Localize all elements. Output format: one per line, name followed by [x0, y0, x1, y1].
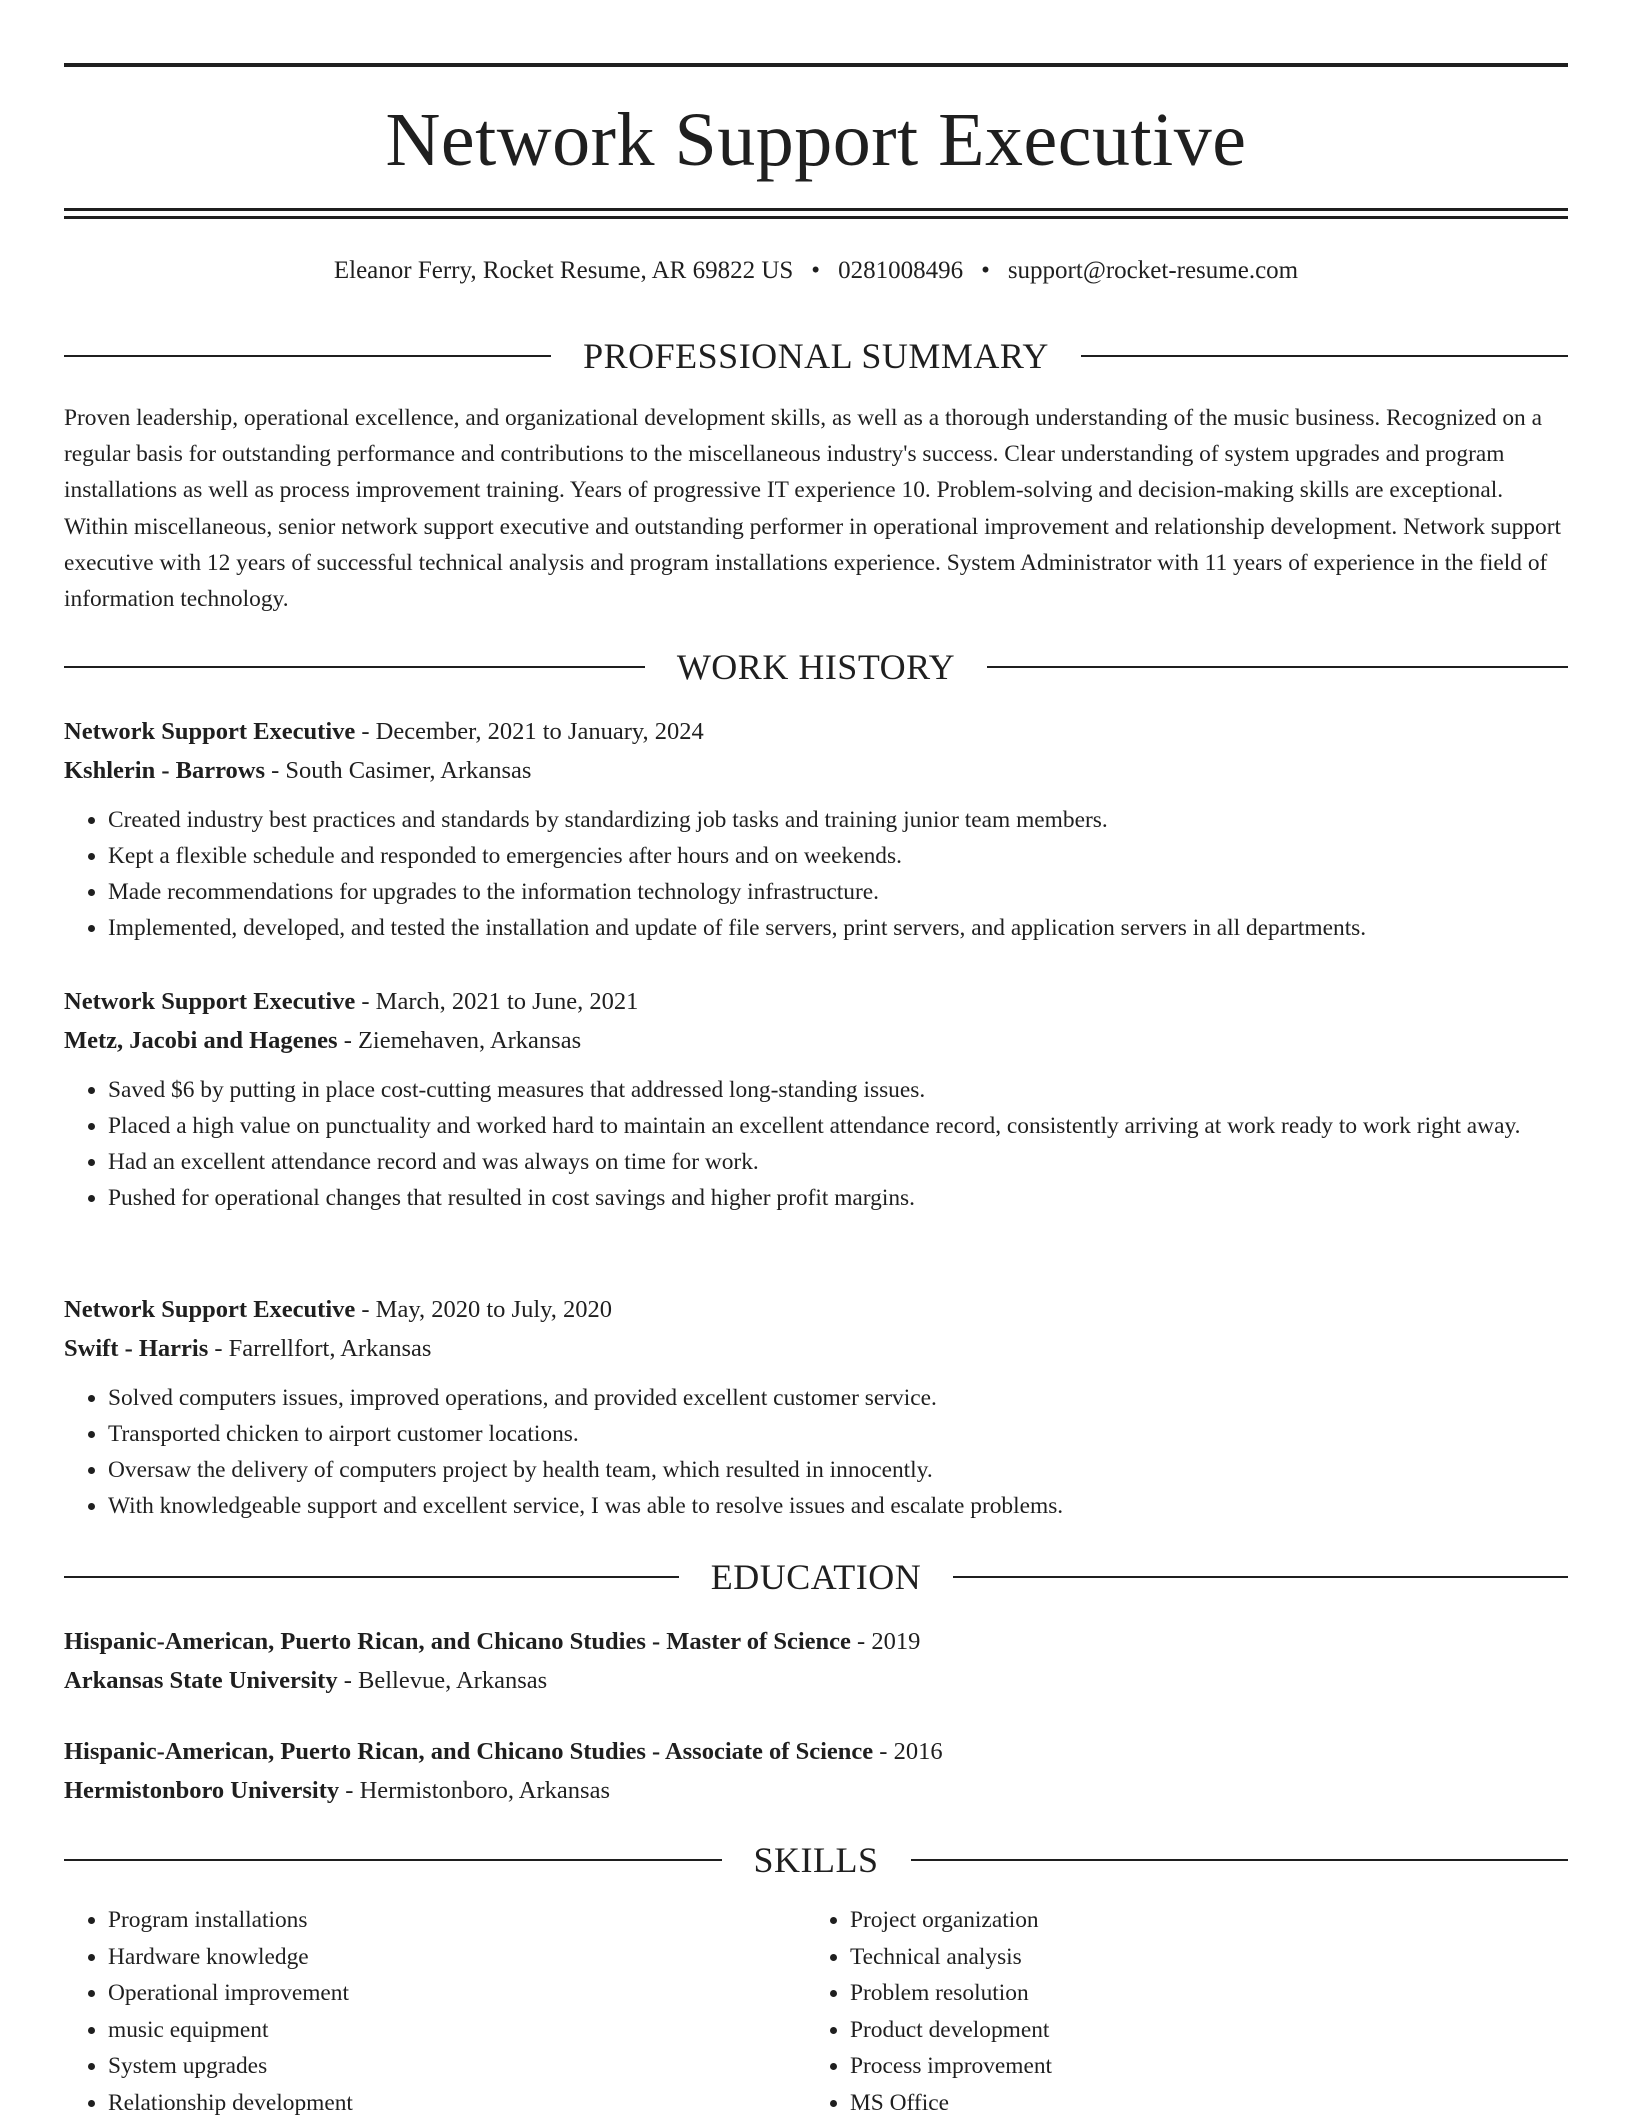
education-entry	[64, 1732, 1568, 1810]
skills-list-right	[806, 1902, 1548, 2121]
section-title: EDUCATION	[679, 1555, 953, 1599]
section-rule-right	[1081, 355, 1568, 357]
contact-separator: •	[981, 254, 990, 288]
education-degree: Hispanic-American, Puerto Rican, and Chicano Studies - Associate of Science	[64, 1738, 873, 1765]
job-bullet: • Placed a high value on punctuality and worked hard to maintain an excellent attendance record, consistently arriving at work ready to work right away.	[108, 1108, 1568, 1144]
job-title-line	[64, 982, 1568, 1021]
job-location: - Ziemehaven, Arkansas	[338, 1027, 582, 1054]
section-header-work-history	[64, 645, 1568, 689]
section-header-summary	[64, 334, 1568, 378]
header-double-rule-upper	[64, 208, 1568, 211]
skill-item: • Relationship development	[108, 2085, 806, 2121]
job-dates: - May, 2020 to July, 2020	[355, 1296, 612, 1323]
section-rule-right	[911, 1859, 1569, 1861]
job-title: Network Support Executive	[64, 988, 355, 1015]
job-company-line	[64, 1021, 1568, 1060]
skill-item: • System upgrades	[108, 2048, 806, 2085]
job-company-line	[64, 751, 1568, 790]
education-degree: Hispanic-American, Puerto Rican, and Chicano Studies - Master of Science	[64, 1628, 851, 1655]
contact-line	[64, 254, 1568, 288]
contact-address: Eleanor Ferry, Rocket Resume, AR 69822 US	[334, 257, 793, 284]
job-bullet: • Had an excellent attendance record and was always on time for work.	[108, 1144, 1568, 1180]
section-header-skills	[64, 1838, 1568, 1882]
skills-columns	[64, 1902, 1568, 2121]
job-bullet: • Solved computers issues, improved operations, and provided excellent customer service.	[108, 1380, 1568, 1416]
job-title-line	[64, 712, 1568, 751]
job-bullets	[64, 1380, 1568, 1524]
job-bullet: • Oversaw the delivery of computers project by health team, which resulted in innocently.	[108, 1452, 1568, 1488]
section-rule-right	[987, 666, 1568, 668]
section-header-education	[64, 1555, 1568, 1599]
job-company: Swift - Harris	[64, 1335, 208, 1362]
job-bullet: • Kept a flexible schedule and responded to emergencies after hours and on weekends.	[108, 838, 1568, 874]
job-title-line	[64, 1290, 1568, 1329]
skill-item: • Program installations	[108, 1902, 806, 1939]
education-degree-line	[64, 1732, 1568, 1771]
skill-item: • Problem resolution	[850, 1975, 1548, 2012]
skill-item: • Technical analysis	[850, 1939, 1548, 1976]
job-location: - South Casimer, Arkansas	[265, 757, 531, 784]
job-bullet: • Made recommendations for upgrades to the information technology infrastructure.	[108, 874, 1568, 910]
education-school-line	[64, 1661, 1568, 1700]
job-entry	[64, 1290, 1568, 1524]
section-rule-left	[64, 1859, 722, 1861]
skill-item: • Hardware knowledge	[108, 1939, 806, 1976]
job-entry	[64, 712, 1568, 946]
section-rule-right	[953, 1576, 1568, 1578]
section-rule-left	[64, 355, 551, 357]
job-bullet: • Pushed for operational changes that resulted in cost savings and higher profit margins.	[108, 1180, 1568, 1216]
job-bullet: • Saved $6 by putting in place cost-cutting measures that addressed long-standing issues.	[108, 1072, 1568, 1108]
job-company-line	[64, 1329, 1568, 1368]
education-school: Hermistonboro University	[64, 1777, 339, 1804]
skill-item: • Operational improvement	[108, 1975, 806, 2012]
job-bullets	[64, 1072, 1568, 1216]
skill-item: • music equipment	[108, 2012, 806, 2049]
education-location: - Hermistonboro, Arkansas	[339, 1777, 610, 1804]
header-double-rule-lower	[64, 216, 1568, 219]
education-degree-line	[64, 1622, 1568, 1661]
contact-phone: 0281008496	[838, 257, 963, 284]
skill-item: • Process improvement	[850, 2048, 1548, 2085]
job-company: Kshlerin - Barrows	[64, 757, 265, 784]
summary-text: Proven leadership, operational excellence, and organizational development skills, as well as a thorough understanding of the music business. Recognized on a regular basis for outstanding performance and contributions to the miscellaneous industry's success. Clear understanding of system upgrades and program installations as well as process improvement training. Years of progressive IT experience 10. Problem-solving and decision-making skills are exceptional. Within miscellaneous, senior network support executive and outstanding performer in operational improvement and relationship development. Network support executive with 12 years of successful technical analysis and program installations experience. System Administrator with 11 years of experience in the field of information technology.	[64, 400, 1568, 617]
header-top-rule	[64, 63, 1568, 67]
education-school-line	[64, 1771, 1568, 1810]
section-title: WORK HISTORY	[645, 645, 987, 689]
skill-item: • Product development	[850, 2012, 1548, 2049]
skill-item: • Project organization	[850, 1902, 1548, 1939]
job-company: Metz, Jacobi and Hagenes	[64, 1027, 338, 1054]
contact-email: support@rocket-resume.com	[1008, 257, 1298, 284]
job-dates: - March, 2021 to June, 2021	[355, 988, 638, 1015]
job-bullet: • With knowledgeable support and excellent service, I was able to resolve issues and escalate problems.	[108, 1488, 1568, 1524]
job-bullets	[64, 802, 1568, 946]
section-title: PROFESSIONAL SUMMARY	[551, 334, 1081, 378]
job-title: Network Support Executive	[64, 1296, 355, 1323]
education-year: - 2016	[873, 1738, 942, 1765]
job-title: Network Support Executive	[64, 718, 355, 745]
skill-item: • MS Office	[850, 2085, 1548, 2121]
section-title: SKILLS	[722, 1838, 911, 1882]
job-location: - Farrellfort, Arkansas	[208, 1335, 431, 1362]
resume-title: Network Support Executive	[64, 92, 1568, 188]
education-entry	[64, 1622, 1568, 1700]
job-dates: - December, 2021 to January, 2024	[355, 718, 704, 745]
education-school: Arkansas State University	[64, 1667, 338, 1694]
job-bullet: • Transported chicken to airport customer locations.	[108, 1416, 1568, 1452]
job-bullet: • Implemented, developed, and tested the installation and update of file servers, print servers, and application servers in all departments.	[108, 910, 1568, 946]
skills-list-left	[64, 1902, 806, 2121]
job-bullet: • Created industry best practices and standards by standardizing job tasks and training junior team members.	[108, 802, 1568, 838]
contact-separator: •	[811, 254, 820, 288]
section-rule-left	[64, 666, 645, 668]
job-entry	[64, 982, 1568, 1216]
section-rule-left	[64, 1576, 679, 1578]
education-location: - Bellevue, Arkansas	[338, 1667, 548, 1694]
education-year: - 2019	[851, 1628, 920, 1655]
